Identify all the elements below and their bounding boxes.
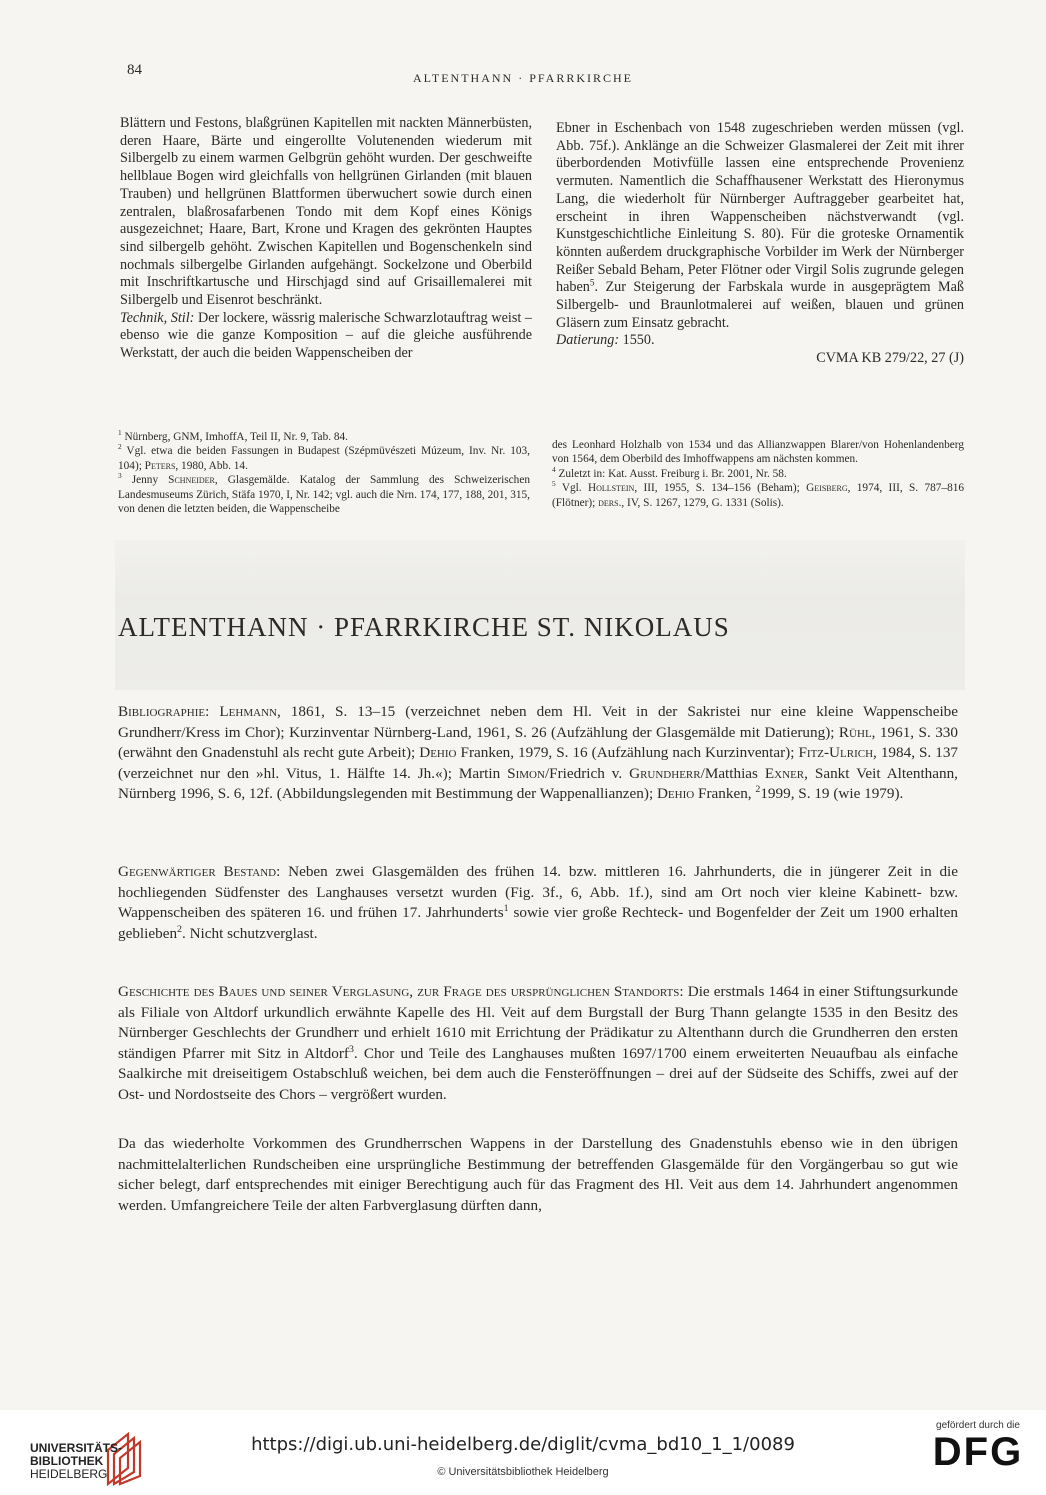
- footnote-ref: 1: [503, 902, 509, 914]
- footnote-text: Jenny: [121, 474, 169, 487]
- author-name: Lehmann: [219, 703, 277, 720]
- footnote-number: 4: [552, 465, 556, 475]
- text-run: , 1961, S. 330 (erwähnt den Gnadenstuhl als recht gute Arbeit);: [118, 723, 958, 761]
- author-name: Simon: [507, 764, 545, 782]
- author-name: Geisberg: [806, 482, 848, 495]
- footnote-number: 1: [118, 428, 122, 438]
- technik-text: Der lockere, wässrig malerische Schwarzlotauftrag weist – ebenso wie die ganze Komposition – auf die gleiche ausführende Werkstatt, der auch die beiden Wappenscheiben der: [120, 309, 532, 362]
- final-para: Da das wiederholte Vorkommen des Grundherrschen Wappens in der Darstellung des Gnadenstuhls ebenso wie in den übrigen nachmittelalterlichen Rundscheiben eine ursprüngliche Bestimmung der betreffenden Glasgemälde für den Vorgängerbau so gut wie sicher belegt, darf entsprechendes mit einiger Berechtigung auch für das Fragment des Hl. Veit aus dem 14. Jahrhundert angenommen werden. Umfangreichere Teile der alten Farbverglasung dürften dann,: [118, 1135, 958, 1214]
- dfg-wordmark: DFG: [932, 1430, 1024, 1474]
- text-run: , 1861, S. 13–15 (verzeichnet neben dem Hl. Veit in der Sakristei nur eine kleine Wappenscheibe Grundherr/Kress im Chor); Kurzinventar Nürnberg-Land, 1961, S. 26 (Aufzählung der Glasgemälde mit Datierung);: [118, 703, 958, 741]
- footnote-text: , 1980, Abb. 14.: [175, 459, 248, 472]
- library-line: HEIDELBERG: [30, 1467, 108, 1481]
- text-run: . Nicht schutzverglast.: [181, 924, 318, 942]
- footnote-ref: 3: [348, 1043, 354, 1055]
- bestand-label: Gegenwärtiger Bestand:: [118, 863, 281, 880]
- text-run: Franken, 1979, S. 16 (Aufzählung nach Kurzinventar);: [456, 744, 799, 761]
- right-para: [556, 120, 964, 332]
- footnote-2: [118, 444, 530, 473]
- edition-superscript: 2: [755, 783, 761, 795]
- footnote-text: , III, 1955, S. 134–156 (Beham);: [634, 482, 807, 495]
- library-line: BIBLIOTHEK: [30, 1454, 104, 1468]
- footnotes-right: [552, 438, 964, 510]
- text-run: sowie vier große Rechteck- und Bogenfelder der Zeit um 1900 erhalten geblieben: [118, 904, 958, 942]
- copyright-notice: © Universitätsbibliothek Heidelberg: [437, 1466, 609, 1478]
- text-run: Franken,: [694, 785, 756, 802]
- author-name: ders.: [598, 496, 622, 509]
- library-line: UNIVERSITÄTS-: [30, 1441, 123, 1455]
- footnote-1: [118, 430, 530, 444]
- text-run: . Chor und Teile des Langhauses mußten 1697/1700 einem erweiterten Neuaufbau als einfache Saalkirche mit dreiseitigem Ostabschluß weichen, bei dem auch die Fensteröffnungen – drei auf der Südseite des Schiffs, zwei auf der Ost- und Nordostseite des Chors – vergrößert wurden.: [118, 1044, 958, 1103]
- dfg-caption: gefördert durch die: [936, 1420, 1020, 1431]
- footnote-number: 2: [118, 442, 122, 452]
- footnote-3-cont: des Leonhard Holzhalb von 1534 und das Allianzwappen Blarer/von Hohenlandenberg von 1564, dem Oberbild des Imhoffwappens am nächsten kommen.: [552, 439, 964, 466]
- footnote-number: 3: [118, 471, 122, 481]
- bestand-para: [118, 862, 958, 944]
- datierung-text: 1550.: [619, 332, 655, 349]
- bibliographie-label: Bibliographie:: [118, 703, 210, 720]
- footnote-text: , IV, S. 1267, 1279, G. 1331 (Solis).: [621, 496, 784, 509]
- right-para-text: Ebner in Eschenbach von 1548 zugeschrieben werden müssen (vgl. Abb. 75f.). Anklänge an die Schweizer Glasmalerei der Zeit mit ihrer überbordenden Motivfülle lassen eine entsprechende Provenienz vermuten. Namentlich die Schaffhausener Werkstatt des Hieronymus Lang, die wiederholt für Nürnberger Auftraggeber gearbeitet hat, erscheint in ihren Wappenscheiben nächstverwandt (vgl. Kunstgeschichtliche Einleitung S. 80). Für die groteske Ornamentik könnten außerdem druckgraphische Vorbilder im Werk der Nürnberger Reißer Sebald Beham, Peter Flötner oder Virgil Solis zugrunde gelegen haben: [556, 120, 964, 296]
- footnote-number: 5: [552, 479, 556, 489]
- author-name: Rühl: [838, 723, 872, 741]
- author-name: Dehio: [656, 785, 695, 802]
- footnotes-left: [118, 430, 530, 516]
- text-run: /Friedrich v.: [544, 764, 630, 782]
- page-number: 84: [127, 62, 142, 78]
- text-run: Neben zwei Glasgemälden des frühen 14. bzw. mittleren 16. Jahrhunderts, die in jüngerer Zeit in die hochliegenden Südfenster des Langhauses versetzt wurden (Fig. 3f., 6, Abb. 1f.), sind am Ort noch vier kleine Kabinett- bzw. Wappenscheiben des späteren 16. und frühen 17. Jahrhunderts: [118, 863, 958, 921]
- technik-label: Technik, Stil:: [120, 309, 195, 326]
- footnote-4: [552, 467, 964, 481]
- text-run: /Matthias: [700, 764, 765, 782]
- footnote-3: [118, 473, 530, 516]
- running-head: ALTENTHANN · PFARRKIRCHE: [412, 71, 633, 85]
- text-run: [209, 703, 219, 720]
- text-run: , 1984, S. 137 (verzeichnet nur den »hl. Vitus, 1. Hälfte 14. Jh.«); Martin: [118, 744, 959, 782]
- right-column: [556, 120, 964, 368]
- datierung-label: Datierung:: [556, 332, 620, 349]
- footnote-text: Vgl. etwa die beiden Fassungen in Budapest (Szépmüvészeti Múzeum, Inv. Nr. 103, 104);: [118, 445, 530, 472]
- footnote-ref: 5: [589, 277, 595, 288]
- footnote-text: , 1974, III, S. 787–816 (Flötner);: [552, 482, 965, 509]
- author-name: Exner: [764, 764, 805, 782]
- text-run: , Sankt Veit Altenthann, Nürnberg 1996, S. 6, 12f. (Abbildungslegenden mit Bestimmung der Wappenallianzen);: [118, 764, 958, 802]
- author-name: Schneider: [168, 474, 215, 487]
- author-name: Grundherr: [629, 764, 701, 782]
- author-name: Peters: [144, 459, 176, 472]
- geschichte-para: [118, 982, 958, 1105]
- author-name: Hollstein: [587, 482, 635, 495]
- permalink[interactable]: https://digi.ub.uni-heidelberg.de/diglit/cvma_bd10_1_1/0089: [251, 1434, 795, 1455]
- section-title: ALTENTHANN · PFARRKIRCHE ST. NIKOLAUS: [118, 612, 730, 642]
- cvma-reference: CVMA KB 279/22, 27 (J): [816, 350, 964, 367]
- datierung-para: [556, 332, 964, 350]
- left-para: Blättern und Festons, blaßgrünen Kapitellen mit nackten Männerbüsten, deren Haare, Bärte und eingerollte Volutenenden wiederum mit Silbergelb zu einem warmen Gelbgrün gehöht wurden. Der geschweifte hellblaue Bogen wird gleichfalls von hellgrünen Girlanden (mit blauen Trauben) und hellgrünen Blattformen überwuchert sowie durch einen zentralen, blaßrosafarbenen Tondo mit dem Kopf eines Königs ausgezeichnet; Haare, Bart, Krone und Kragen des gekrönten Hauptes sind silbergelb gehöht. Zwischen Kapitellen und Bogenschenkeln sind nochmals silbergelbe Girlanden aufgehängt. Sockelzone und Oberbild mit Inschriftkartusche und Hirschjagd sind auf Grisaillemalerei mit Silbergelb und Eisenrot beschränkt.: [120, 115, 532, 309]
- footnote-5: [552, 481, 964, 510]
- technik-para: [120, 310, 532, 363]
- right-para-text-cont: . Zur Steigerung der Farbskala wurde in ausgeprägtem Maß Silbergelb- und Braunlotmalerei auf weißen, blauen und grünen Gläsern zum Einsatz gebracht.: [556, 279, 964, 331]
- text-run: Die erstmals 1464 in einer Stiftungsurkunde als Filiale von Altdorf urkundlich erwähnte Kapelle des Hl. Veit auf dem Burgstall der Burg Thann gelangte 1535 in den Besitz des Nürnberger Geschlechts der Grundherr und erhielt 1610 mit Errichtung der Prädikatur zu Altenthann durch die Grundherren den ersten ständigen Pfarrer mit Sitz in Altdorf: [118, 983, 958, 1062]
- footnote-text: Vgl.: [555, 482, 588, 495]
- footnote-text: Zuletzt in: Kat. Ausst. Freiburg i. Br. 2001, Nr. 58.: [555, 467, 787, 480]
- footnote-ref: 2: [177, 923, 182, 935]
- text-run: 1999, S. 19 (wie 1979).: [760, 785, 904, 802]
- footnote-text: Nürnberg, GNM, ImhoffA, Teil II, Nr. 9, Tab. 84.: [121, 431, 348, 443]
- geschichte-label: Geschichte des Baues und seiner Verglasung, zur Frage des ursprünglichen Standorts:: [118, 983, 684, 1000]
- left-column: [120, 115, 532, 363]
- author-name: Fitz-Ulrich: [798, 744, 874, 761]
- bibliographie-para: [118, 702, 958, 805]
- footnote-text: , Glasgemälde. Katalog der Sammlung des Schweizerischen Landesmuseums Zürich, Stäfa 1970, I, Nr. 142; vgl. auch die Nrn. 174, 177, 188, 201, 315, von denen die letzten beiden, die Wappenscheibe: [118, 474, 530, 516]
- author-name: Dehio: [419, 744, 457, 761]
